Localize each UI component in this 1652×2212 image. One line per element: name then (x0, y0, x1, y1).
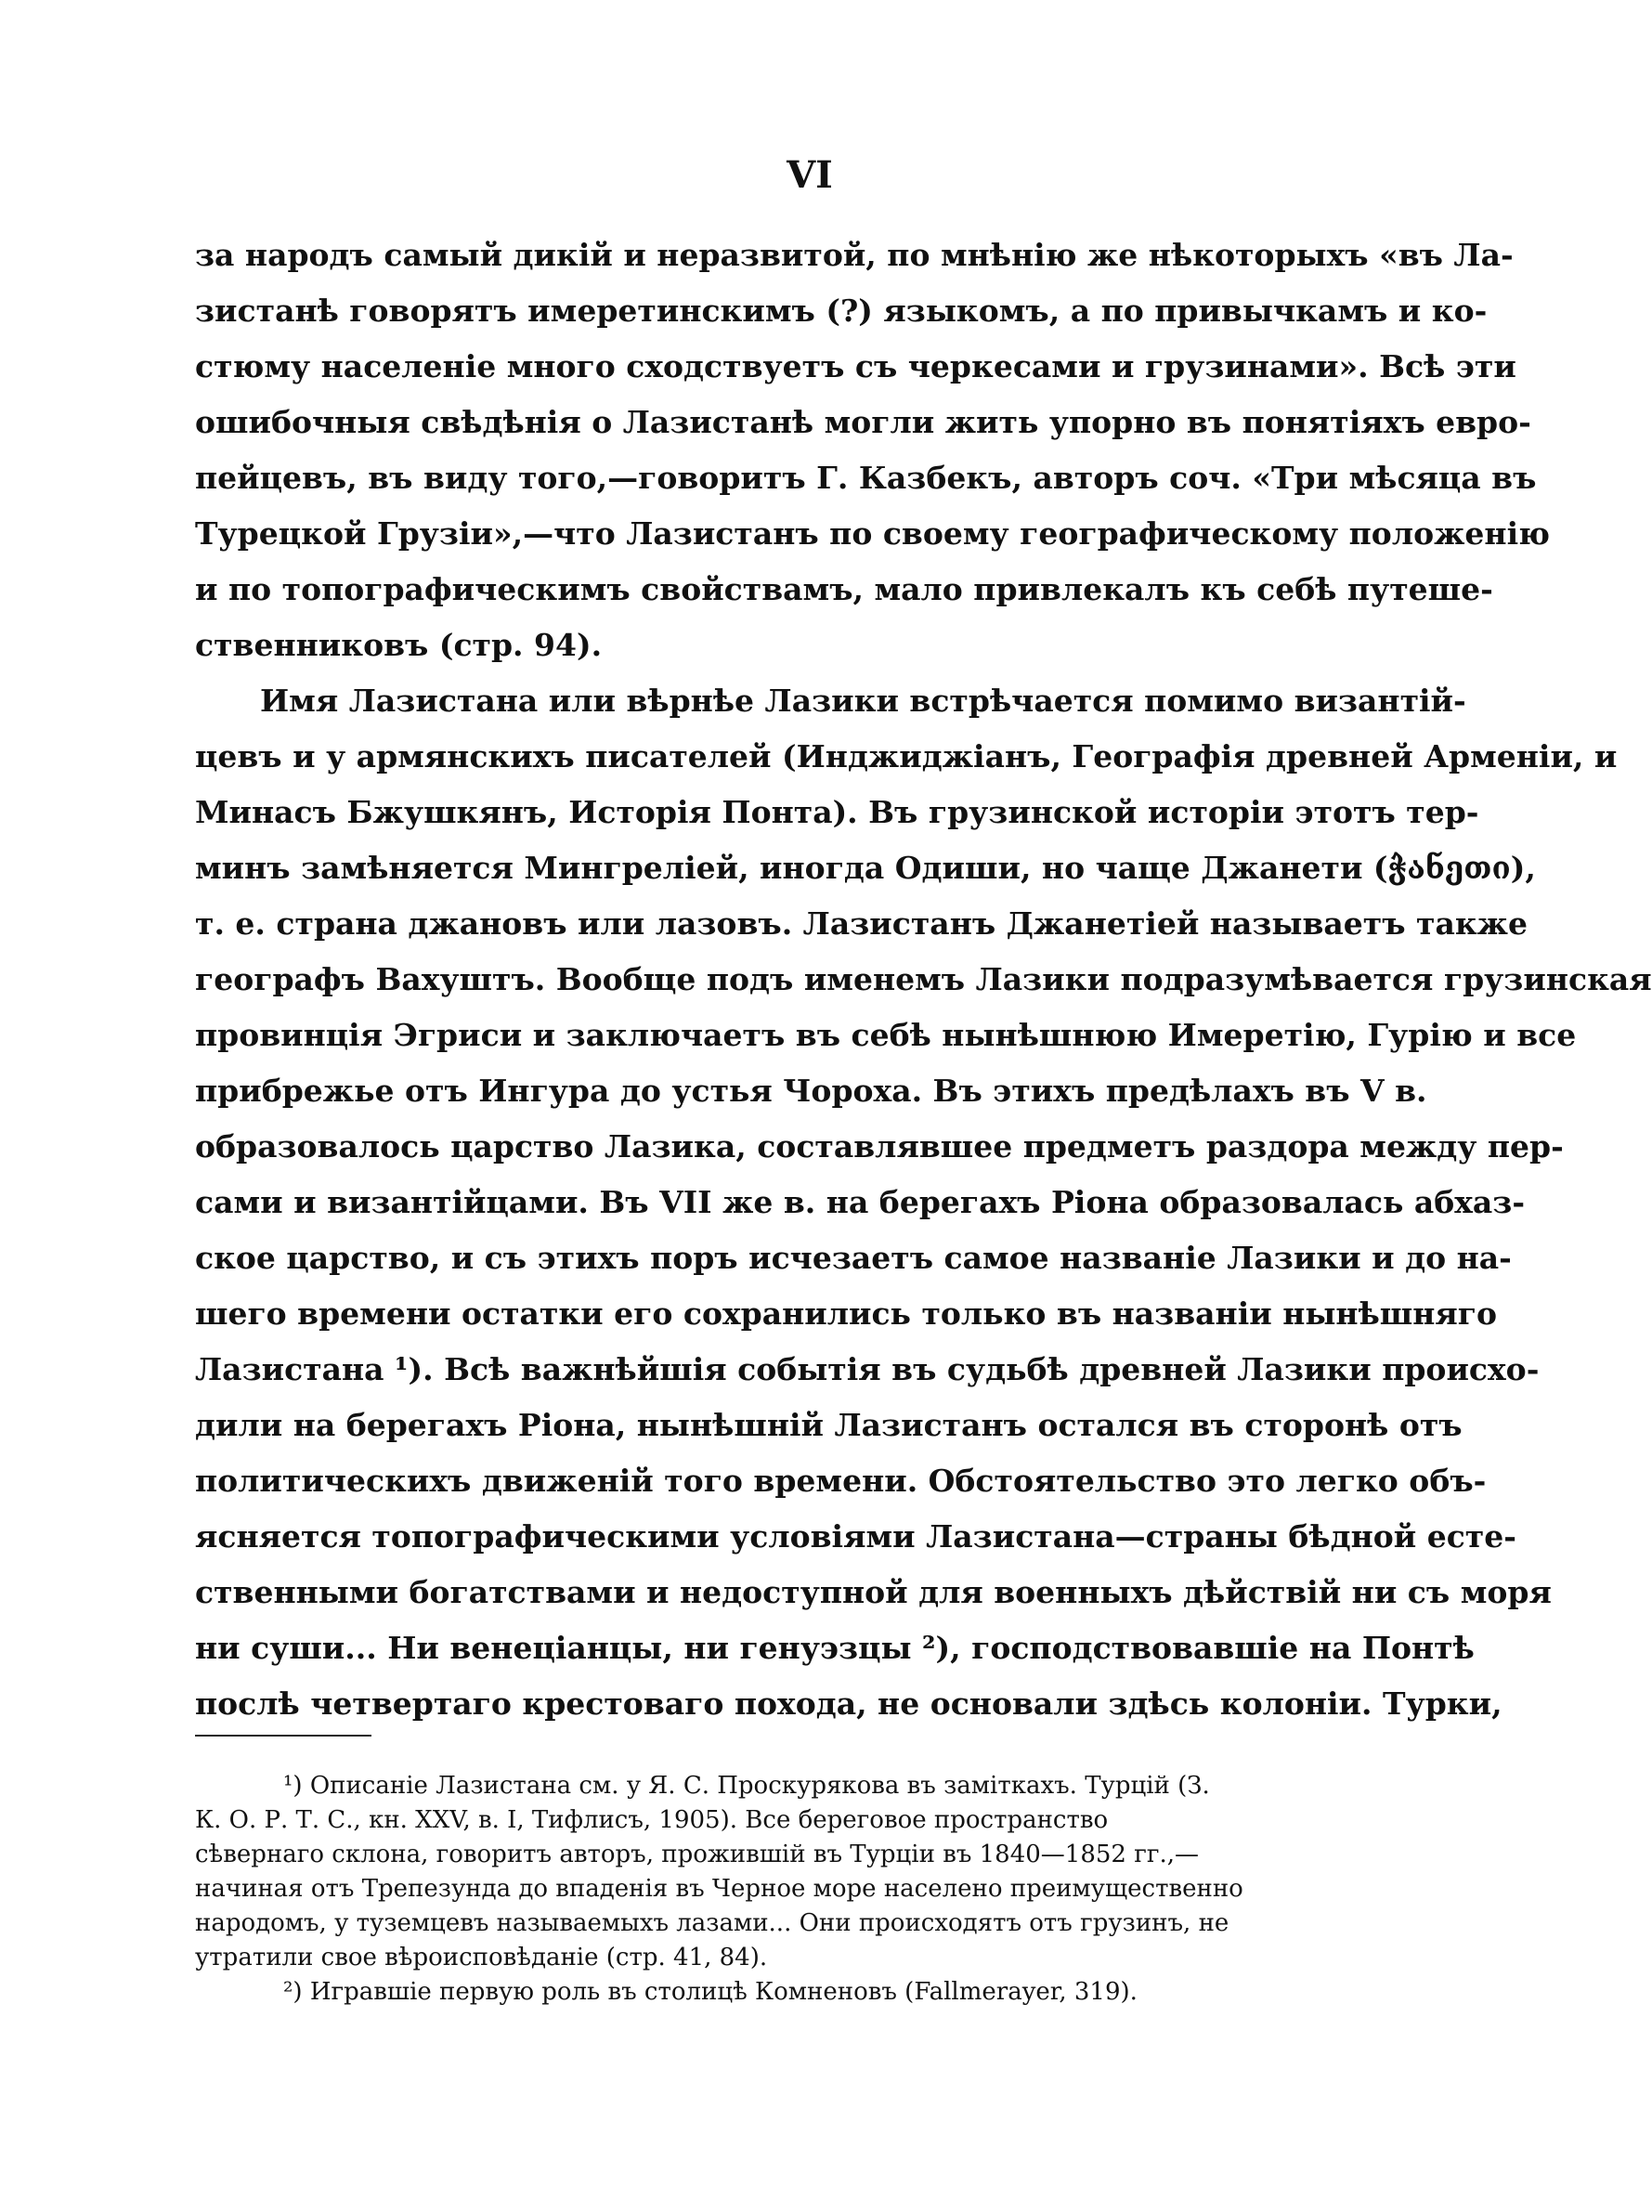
body-line: провинція Эгриси и заключаетъ въ себѣ нынѣшнюю Имеретію, Гурію и все (195, 1017, 1577, 1053)
footnote-line: ²) Игравшіе первую роль въ столицѣ Комненовъ (Fallmerayer, 319). (283, 1978, 1138, 2006)
body-line: ни суши... Ни венеціанцы, ни генуэзцы ²), господствовавшіе на Понтѣ (195, 1630, 1475, 1666)
footnote-line: начиная отъ Трепезунда до впаденія въ Черное море населено преимущественно (195, 1875, 1243, 1903)
body-line: ское царство, и съ этихъ поръ исчезаетъ самое названіе Лазики и до на- (195, 1240, 1512, 1276)
body-line: цевъ и у армянскихъ писателей (Инджиджіанъ, Географія древней Арменіи, и (195, 738, 1618, 774)
page-number: VI (787, 153, 833, 197)
footnote-line: ¹) Описаніе Лазистана см. у Я. С. Проскурякова въ заміткахъ. Турцій (З. (283, 1772, 1210, 1800)
footnotes (195, 1769, 1407, 2010)
body-line: образовалось царство Лазика, составлявшее предметъ раздора между пер- (195, 1128, 1564, 1165)
body-line: и по топографическимъ свойствамъ, мало привлекалъ къ себѣ путеше- (195, 571, 1493, 607)
footnote-line: К. О. Р. Т. С., кн. XXV, в. I, Тифлисъ, 1905). Все береговое пространство (195, 1806, 1109, 1834)
body-line: прибрежье отъ Ингура до устья Чороха. Въ этихъ предѣлахъ въ V в. (195, 1073, 1427, 1109)
body-line: шего времени остатки его сохранились только въ названіи нынѣшняго (195, 1295, 1498, 1332)
body-line: сами и византійцами. Въ VII же в. на берегахъ Ріона образовалась абхаз- (195, 1184, 1526, 1220)
body-text (195, 228, 1652, 1732)
body-line: ошибочныя свѣдѣнія о Лазистанѣ могли жить упорно въ понятіяхъ евро- (195, 404, 1531, 440)
body-line: ясняется топографическими условіями Лазистана—страны бѣдной есте- (195, 1518, 1516, 1555)
body-line: ственными богатствами и недоступной для военныхъ дѣйствій ни съ моря (195, 1574, 1552, 1610)
body-line: политическихъ движеній того времени. Обстоятельство это легко объ- (195, 1463, 1487, 1499)
body-line: послѣ четвертаго крестоваго похода, не основали здѣсь колоніи. Турки, (195, 1685, 1502, 1722)
body-line: дили на берегахъ Ріона, нынѣшній Лазистанъ остался въ сторонѣ отъ (195, 1407, 1463, 1443)
body-line: за народъ самый дикій и неразвитой, по мнѣнію же нѣкоторыхъ «въ Ла- (195, 237, 1514, 273)
footnote-line: утратили свое вѣроисповѣданіе (стр. 41, 84). (195, 1944, 768, 1971)
footnote-line: сѣвернаго склона, говоритъ авторъ, прожившій въ Турціи въ 1840—1852 гг.,— (195, 1841, 1200, 1868)
body-line: ственниковъ (стр. 94). (195, 627, 603, 663)
body-line: Минасъ Бжушкянъ, Исторія Понта). Въ грузинской исторіи этотъ тер- (195, 794, 1479, 830)
footnote-line: народомъ, у туземцевъ называемыхъ лазами... Они происходятъ отъ грузинъ, не (195, 1909, 1229, 1937)
body-line: Имя Лазистана или вѣрнѣе Лазики встрѣчается помимо византій- (260, 683, 1466, 719)
body-line: зистанѣ говорятъ имеретинскимъ (?) языкомъ, а по привычкамъ и ко- (195, 293, 1488, 329)
body-line: минъ замѣняется Мингреліей, иногда Одиши, но чаще Джанети (ჭანეთი), (195, 850, 1536, 886)
footnote-divider (195, 1735, 371, 1737)
body-line: Турецкой Грузіи»,—что Лазистанъ по своему географическому положенію (195, 515, 1550, 552)
body-line: стюму населеніе много сходствуетъ съ черкесами и грузинами». Всѣ эти (195, 348, 1516, 384)
body-line: Лазистана ¹). Всѣ важнѣйшія событія въ судьбѣ древней Лазики происхо- (195, 1351, 1540, 1387)
body-line: географъ Вахуштъ. Вообще подъ именемъ Лазики подразумѣвается грузинская (195, 961, 1652, 997)
body-line: пейцевъ, въ виду того,—говоритъ Г. Казбекъ, авторъ соч. «Три мѣсяца въ (195, 460, 1537, 496)
body-line: т. е. страна джановъ или лазовъ. Лазистанъ Джанетіей называетъ также (195, 905, 1528, 942)
